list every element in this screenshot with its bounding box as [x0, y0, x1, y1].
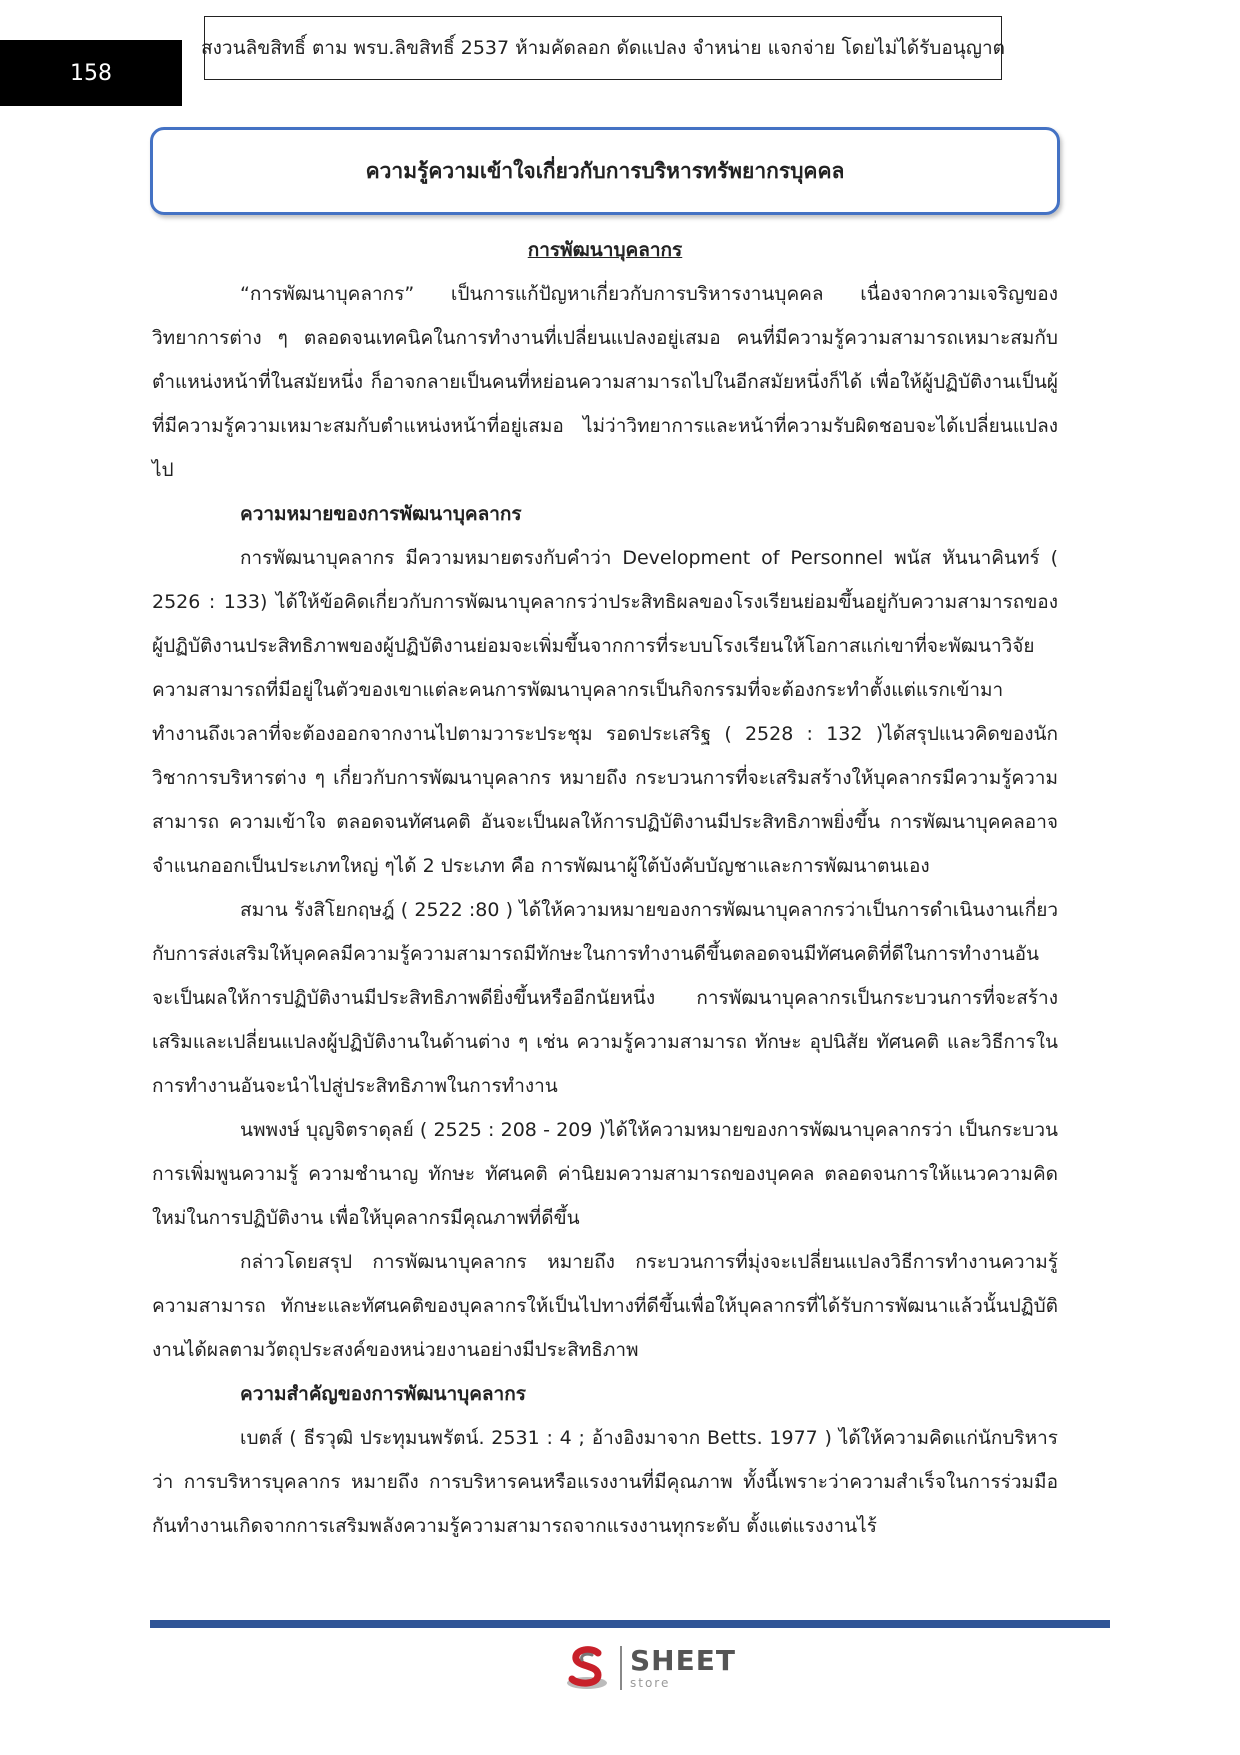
- sheet-logo-icon: [562, 1643, 612, 1693]
- footer-bar: [150, 1620, 1110, 1628]
- page-number-text: 158: [70, 60, 112, 86]
- meaning-paragraph-1: การพัฒนาบุคลากร มีความหมายตรงกับคำว่า Development of Personnel พนัส หันนาคินทร์ ( 2526 : 133) ได้ให้ข้อคิดเกี่ยวกับการพัฒนาบุคลากรว่าประสิทธิผลของโรงเรียนย่อมขึ้นอยู่กับความสามารถของผู้ปฏิบัติงานประสิทธิภาพของผู้ปฏิบัติงานย่อมจะเพิ่มขึ้นจากการที่ระบบโรงเรียนให้โอกาสแก่เขาที่จะพัฒนาวิจัยความสามารถที่มีอยู่ในตัวของเขาแต่ละคนการพัฒนาบุคลากรเป็นกิจกรรมที่จะต้องกระทำตั้งแต่แรกเข้ามาทำงานถึงเวลาที่จะต้องออกจากงานไปตามวาระประชุม รอดประเสริฐ ( 2528 : 132 )ได้สรุปแนวคิดของนักวิชาการบริหารต่าง ๆ เกี่ยวกับการพัฒนาบุคลากร หมายถึง กระบวนการที่จะเสริมสร้างให้บุคลากรมีความรู้ความสามารถ ความเข้าใจ ตลอดจนทัศนคติ อันจะเป็นผลให้การปฏิบัติงานมีประสิทธิภาพยิ่งขึ้น การพัฒนาบุคคลอาจจำแนกออกเป็นประเภทใหญ่ ๆได้ 2 ประเภท คือ การพัฒนาผู้ใต้บังคับบัญชาและการพัฒนาตนเอง: [152, 547, 1058, 877]
- importance-paragraph-1: เบตส์ ( ธีรวุฒิ ประทุมนพรัตน์. 2531 : 4 ; อ้างอิงมาจาก Betts. 1977 ) ได้ให้ความคิดแก่นักบริหารว่า การบริหารบุคลากร หมายถึง การบริหารคนหรือแรงงานที่มีคุณภาพ ทั้งนี้เพราะว่าความสำเร็จในการร่วมมือกันทำงานเกิดจากการเสริมพลังความรู้ความสามารถจากแรงงานทุกระดับ ตั้งแต่แรงงานไร้: [152, 1427, 1058, 1537]
- logo-wordmark: [630, 1644, 736, 1690]
- sheet-store-logo: [562, 1640, 736, 1696]
- meaning-paragraph-3: นพพงษ์ บุญจิตราดุลย์ ( 2525 : 208 - 209 )ได้ให้ความหมายของการพัฒนาบุคลากรว่า เป็นกระบวนการเพิ่มพูนความรู้ ความชำนาญ ทักษะ ทัศนคติ ค่านิยมความสามารถของบุคคล ตลอดจนการให้แนวความคิดใหม่ในการปฏิบัติงาน เพื่อให้บุคลากรมีคุณภาพที่ดีขึ้น: [152, 1119, 1058, 1229]
- copyright-notice-box: [201, 16, 1005, 80]
- intro-paragraph: “การพัฒนาบุคลากร” เป็นการแก้ปัญหาเกี่ยวกับการบริหารงานบุคคล เนื่องจากความเจริญของวิทยาการต่าง ๆ ตลอดจนเทคนิคในการทำงานที่เปลี่ยนแปลงอยู่เสมอ คนที่มีความรู้ความสามารถเหมาะสมกับตำแหน่งหน้าที่ในสมัยหนึ่ง ก็อาจกลายเป็นคนที่หย่อนความสามารถไปในอีกสมัยหนึ่งก็ได้ เพื่อให้ผู้ปฏิบัติงานเป็นผู้ที่มีความรู้ความเหมาะสมกับตำแหน่งหน้าที่อยู่เสมอ ไม่ว่าวิทยาการและหน้าที่ความรับผิดชอบจะได้เปลี่ยนแปลงไป: [152, 283, 1058, 481]
- meaning-paragraph-2: สมาน รังสิโยกฤษฎ์ ( 2522 :80 ) ได้ให้ความหมายของการพัฒนาบุคลากรว่าเป็นการดำเนินงานเกี่ยวกับการส่งเสริมให้บุคคลมีความรู้ความสามารถมีทักษะในการทำงานดีขึ้นตลอดจนมีทัศนคติที่ดีในการทำงานอันจะเป็นผลให้การปฏิบัติงานมีประสิทธิภาพดียิ่งขึ้นหรืออีกนัยหนึ่ง การพัฒนาบุคลากรเป็นกระบวนการที่จะสร้างเสริมและเปลี่ยนแปลงผู้ปฏิบัติงานในด้านต่าง ๆ เช่น ความรู้ความสามารถ ทักษะ อุปนิสัย ทัศนคติ และวิธีการในการทำงานอันจะนำไปสู่ประสิทธิภาพในการทำงาน: [152, 899, 1058, 1097]
- section-title: การพัฒนาบุคลากร: [527, 239, 683, 261]
- chapter-title-box: [150, 127, 1060, 215]
- document-body: [152, 228, 1058, 1548]
- logo-divider: [620, 1646, 622, 1690]
- logo-sub-text: store: [630, 1676, 671, 1690]
- chapter-title: ความรู้ความเข้าใจเกี่ยวกับการบริหารทรัพยากรบุคคล: [365, 158, 845, 183]
- page-number: [0, 40, 182, 106]
- importance-heading: ความสำคัญของการพัฒนาบุคลากร: [240, 1383, 526, 1405]
- copyright-notice: สงวนลิขสิทธิ์ ตาม พรบ.ลิขสิทธิ์ 2537 ห้ามคัดลอก ดัดแปลง จำหน่าย แจกจ่าย โดยไม่ได้รับอนุญาต: [201, 37, 1005, 59]
- logo-main-text: SHEET: [630, 1644, 736, 1677]
- meaning-heading: ความหมายของการพัฒนาบุคลากร: [240, 503, 522, 525]
- meaning-paragraph-4: กล่าวโดยสรุป การพัฒนาบุคลากร หมายถึง กระบวนการที่มุ่งจะเปลี่ยนแปลงวิธีการทำงานความรู้ความสามารถ ทักษะและทัศนคติของบุคลากรให้เป็นไปทางที่ดีขึ้นเพื่อให้บุคลากรที่ได้รับการพัฒนาแล้วนั้นปฏิบัติงานได้ผลตามวัตถุประสงค์ของหน่วยงานอย่างมีประสิทธิภาพ: [152, 1251, 1058, 1361]
